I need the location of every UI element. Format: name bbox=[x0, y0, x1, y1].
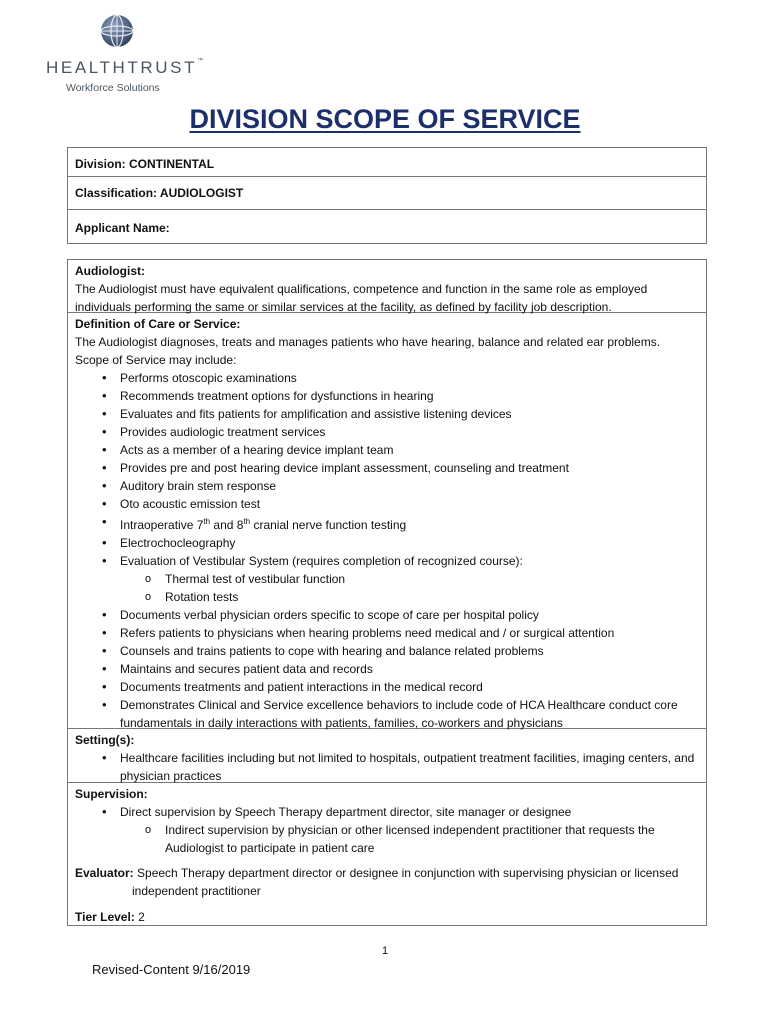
list-item: • Electrochocleography bbox=[75, 534, 699, 552]
list-item: • Auditory brain stem response bbox=[75, 477, 699, 495]
list-item: • Provides audiologic treatment services bbox=[75, 423, 699, 441]
settings-section bbox=[68, 729, 706, 783]
list-item-intraoperative: • Intraoperative 7th and 8th cranial nerve function testing bbox=[75, 513, 699, 534]
revision-note: Revised-Content 9/16/2019 bbox=[92, 962, 251, 977]
scope-list-continued bbox=[75, 606, 699, 732]
list-item: • Provides pre and post hearing device implant assessment, counseling and treatment bbox=[75, 459, 699, 477]
evaluator-line: Evaluator: Speech Therapy department director or designee in conjunction with supervising physician or licensed independent practitioner bbox=[75, 866, 679, 898]
definition-text: The Audiologist diagnoses, treats and manages patients who have hearing, balance and related ear problems. bbox=[75, 335, 661, 349]
sub-list-item: o Thermal test of vestibular function bbox=[75, 570, 699, 588]
definition-heading: Definition of Care or Service: bbox=[75, 317, 241, 331]
list-item: • Refers patients to physicians when hearing problems need medical and / or surgical attention bbox=[75, 624, 699, 642]
page-title: DIVISION SCOPE OF SERVICE bbox=[189, 104, 581, 134]
scope-table bbox=[67, 259, 707, 926]
list-item: • Demonstrates Clinical and Service excellence behaviors to include code of HCA Healthcare conduct core fundamentals in daily interactions with patients, families, co-workers and physicians bbox=[75, 696, 699, 732]
settings-list bbox=[75, 749, 699, 785]
list-item: • Counsels and trains patients to cope with hearing and balance related problems bbox=[75, 642, 699, 660]
sub-list-item: o Rotation tests bbox=[75, 588, 699, 606]
supervision-heading: Supervision: bbox=[75, 787, 148, 801]
classification-row: Classification: AUDIOLOGIST bbox=[68, 177, 706, 210]
supervision-list bbox=[75, 803, 699, 821]
audiologist-heading: Audiologist: bbox=[75, 264, 145, 278]
list-item: • Acts as a member of a hearing device implant team bbox=[75, 441, 699, 459]
supervision-sublist bbox=[75, 821, 699, 857]
list-item: • Oto acoustic emission test bbox=[75, 495, 699, 513]
division-row: Division: CONTINENTAL bbox=[68, 148, 706, 177]
applicant-name-row: Applicant Name: bbox=[75, 221, 170, 235]
header-table bbox=[67, 147, 707, 244]
settings-heading: Setting(s): bbox=[75, 733, 135, 747]
list-item: • Direct supervision by Speech Therapy department director, site manager or designee bbox=[75, 803, 699, 821]
list-item: • Recommends treatment options for dysfunctions in hearing bbox=[75, 387, 699, 405]
tier-level-line: Tier Level: 2 bbox=[75, 910, 145, 924]
logo-subtitle: Workforce Solutions bbox=[66, 82, 160, 94]
globe-icon bbox=[100, 14, 134, 48]
definition-section bbox=[68, 313, 706, 729]
list-item: • Healthcare facilities including but not limited to hospitals, outpatient treatment facilities, imaging centers, and physician practices bbox=[75, 749, 699, 785]
sub-list-item: o Indirect supervision by physician or other licensed independent practitioner that requests the Audiologist to participate in patient care bbox=[75, 821, 699, 857]
scope-list bbox=[75, 369, 699, 570]
list-item: • Performs otoscopic examinations bbox=[75, 369, 699, 387]
list-item: • Evaluates and fits patients for amplification and assistive listening devices bbox=[75, 405, 699, 423]
page-number: 1 bbox=[381, 945, 389, 957]
vestibular-sublist bbox=[75, 570, 699, 606]
list-item: • Documents verbal physician orders specific to scope of care per hospital policy bbox=[75, 606, 699, 624]
healthtrust-logo bbox=[30, 14, 204, 96]
audiologist-text: The Audiologist must have equivalent qualifications, competence and function in the same role as employed individuals performing the same or similar services at the facility, as defined by facility job description. bbox=[75, 282, 648, 314]
list-item: • Evaluation of Vestibular System (requires completion of recognized course): bbox=[75, 552, 699, 570]
list-item: • Maintains and secures patient data and records bbox=[75, 660, 699, 678]
audiologist-section bbox=[68, 260, 706, 313]
logo-brand: HEALTHTRUST™ bbox=[46, 58, 204, 77]
scope-intro: Scope of Service may include: bbox=[75, 353, 237, 367]
list-item: • Documents treatments and patient interactions in the medical record bbox=[75, 678, 699, 696]
supervision-section bbox=[68, 783, 706, 923]
